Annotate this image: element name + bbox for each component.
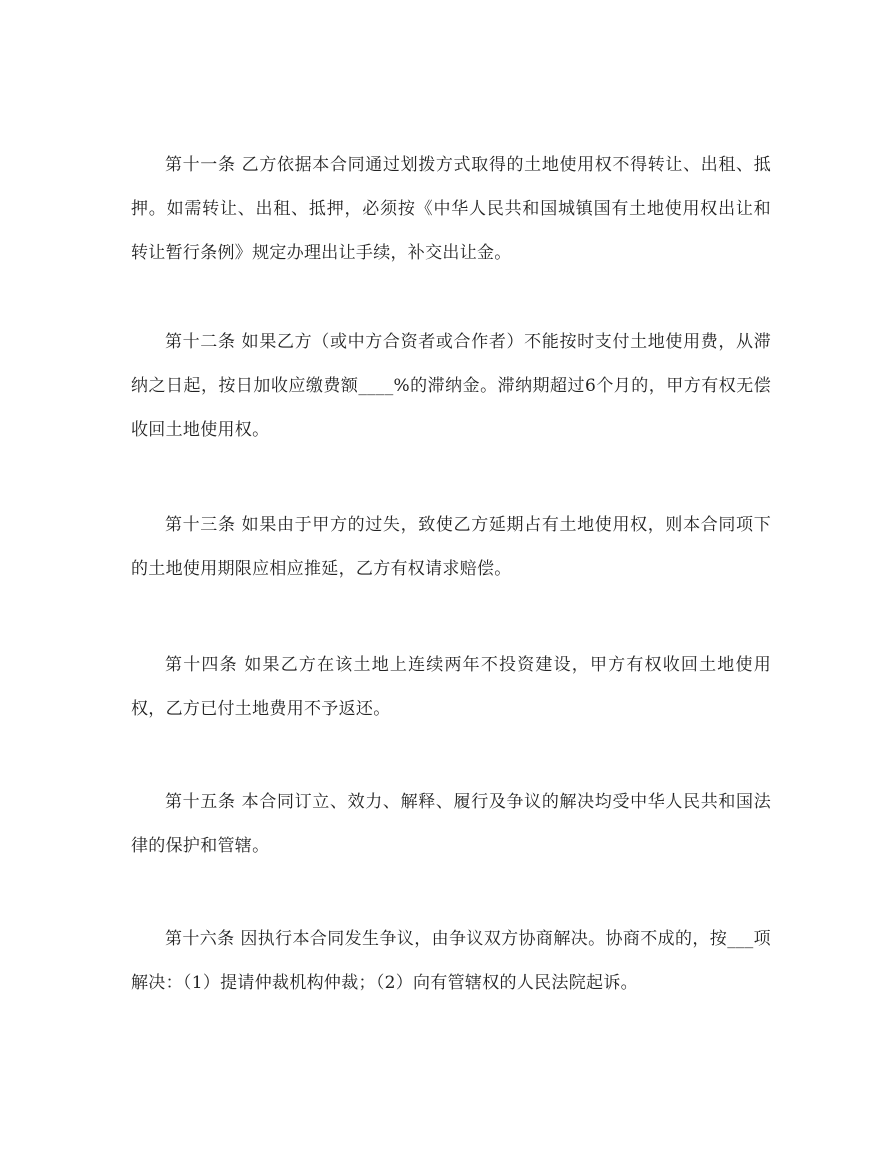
article-13: 第十三条 如果由于甲方的过失，致使乙方延期占有土地使用权，则本合同项下的土地使用期限应相应推延，乙方有权请求赔偿。	[131, 515, 771, 579]
article-11: 第十一条 乙方依据本合同通过划拨方式取得的土地使用权不得转让、出租、抵押。如需转让、出租、抵押，必须按《中华人民共和国城镇国有土地使用权出让和转让暂行条例》规定办理出让手续，补交出让金。	[131, 155, 771, 263]
article-16: 第十六条 因执行本合同发生争议，由争议双方协商解决。协商不成的，按___项解决：（1）提请仲裁机构仲裁；（2）向有管辖权的人民法院起诉。	[131, 929, 771, 993]
article-12: 第十二条 如果乙方（或中方合资者或合作者）不能按时支付土地使用费，从滞纳之日起，按日加收应缴费额____%的滞纳金。滞纳期超过6个月的，甲方有权无偿收回土地使用权。	[131, 332, 771, 440]
article-14: 第十四条 如果乙方在该土地上连续两年不投资建设，甲方有权收回土地使用权，乙方已付土地费用不予返还。	[131, 655, 771, 719]
article-15: 第十五条 本合同订立、效力、解释、履行及争议的解决均受中华人民共和国法律的保护和管辖。	[131, 792, 771, 856]
